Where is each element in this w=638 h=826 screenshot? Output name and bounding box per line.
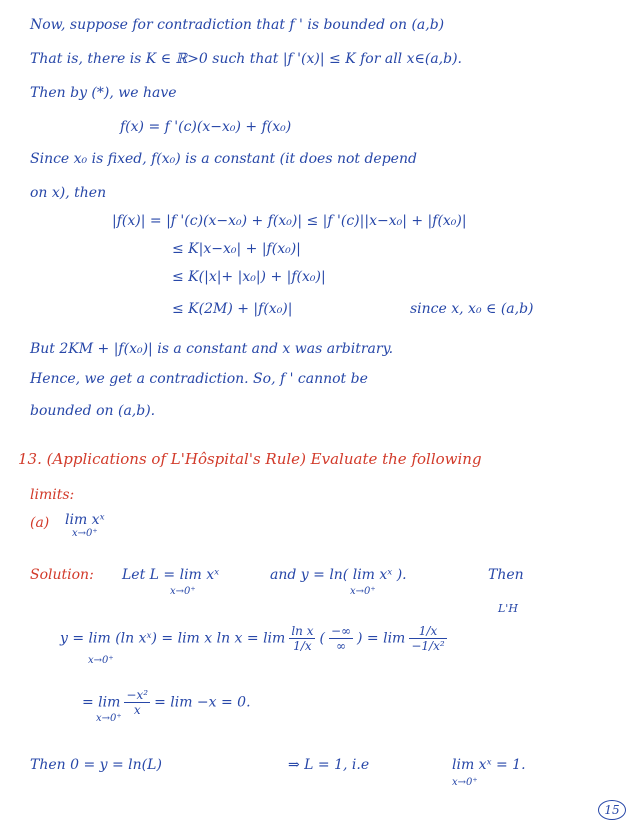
lhospital-mark: L'H: [498, 602, 518, 615]
fraction-denominator: x: [133, 703, 141, 717]
equation-line: ≤ K(|x|+ |x₀|) + |f(x₀)|: [172, 269, 326, 285]
text-line: That is, there is K ∈ ℝ>0 such that |f '(x)| ≤ K for all x∈(a,b).: [30, 51, 462, 67]
fraction-numerator: −x²: [126, 688, 149, 702]
limit-subscript: x→0⁺: [170, 586, 196, 597]
solution-text: = lim −x = 0.: [154, 694, 251, 711]
text-line: Since x₀ is fixed, f(x₀) is a constant (it does not depend: [30, 151, 417, 167]
text-line: Hence, we get a contradiction. So, f ' cannot be: [30, 371, 368, 387]
problem-heading: 13. (Applications of L'Hôspital's Rule) Evaluate the following: [18, 450, 482, 468]
fraction-numerator: ln x: [291, 624, 314, 638]
text-line: But 2KM + |f(x₀)| is a constant and x was arbitrary.: [30, 341, 394, 357]
solution-line: lim xˣ = 1.: [452, 757, 526, 773]
limit-expr: lim xˣ: [65, 512, 105, 528]
solution-text: = lim: [82, 694, 121, 711]
equation-line: f(x) = f '(c)(x−x₀) + f(x₀): [120, 119, 292, 135]
fraction-denominator: 1/x: [293, 639, 312, 653]
page-number: 15: [598, 800, 626, 820]
equation-line: ≤ K(2M) + |f(x₀)|: [172, 301, 293, 317]
fraction-numerator: −∞: [330, 624, 351, 638]
limit-subscript: x→0⁺: [71, 528, 98, 539]
solution-line: and y = ln( lim xˣ ).: [270, 567, 407, 583]
limit-subscript: x→0⁺: [88, 655, 114, 666]
text-line: bounded on (a,b).: [30, 403, 156, 419]
solution-line: Let L = lim xˣ: [122, 567, 220, 583]
equation-note: since x, x₀ ∈ (a,b): [410, 301, 534, 317]
fraction-denominator: −1/x²: [411, 639, 445, 653]
solution-line: Then 0 = y = ln(L): [30, 757, 162, 773]
solution-line: Then: [488, 567, 524, 583]
limit-subscript: x→0⁺: [452, 777, 478, 788]
text-line: Then by (*), we have: [30, 85, 177, 101]
part-expression: [62, 512, 108, 539]
part-label: (a): [30, 515, 50, 531]
solution-line: y = lim (ln xˣ) = lim x ln x = lim $\frac{\text{ln x}}{1/x}$ ( $\frac{-\infty}{\infty}$ ) = lim $\frac{1/x}{\text{−1/x²}}$: [60, 624, 445, 653]
solution-text: y = lim (ln xˣ) = lim x ln x = lim: [60, 630, 286, 647]
fraction-denominator: ∞: [335, 639, 346, 653]
equation-line: |f(x)| = |f '(c)(x−x₀) + f(x₀)| ≤ |f '(c)||x−x₀| + |f(x₀)|: [112, 213, 467, 229]
solution-line: ⇒ L = 1, i.e: [288, 757, 370, 773]
problem-heading-cont: limits:: [30, 487, 75, 503]
limit-subscript: x→0⁺: [350, 586, 376, 597]
solution-text: = lim: [366, 630, 406, 647]
text-line: on x), then: [30, 185, 107, 201]
text-line: Now, suppose for contradiction that f ' is bounded on (a,b): [30, 17, 445, 33]
equation-line: ≤ K|x−x₀| + |f(x₀)|: [172, 241, 301, 257]
fraction-numerator: 1/x: [409, 624, 446, 639]
limit-subscript: x→0⁺: [96, 713, 122, 724]
solution-label: Solution:: [30, 567, 94, 583]
